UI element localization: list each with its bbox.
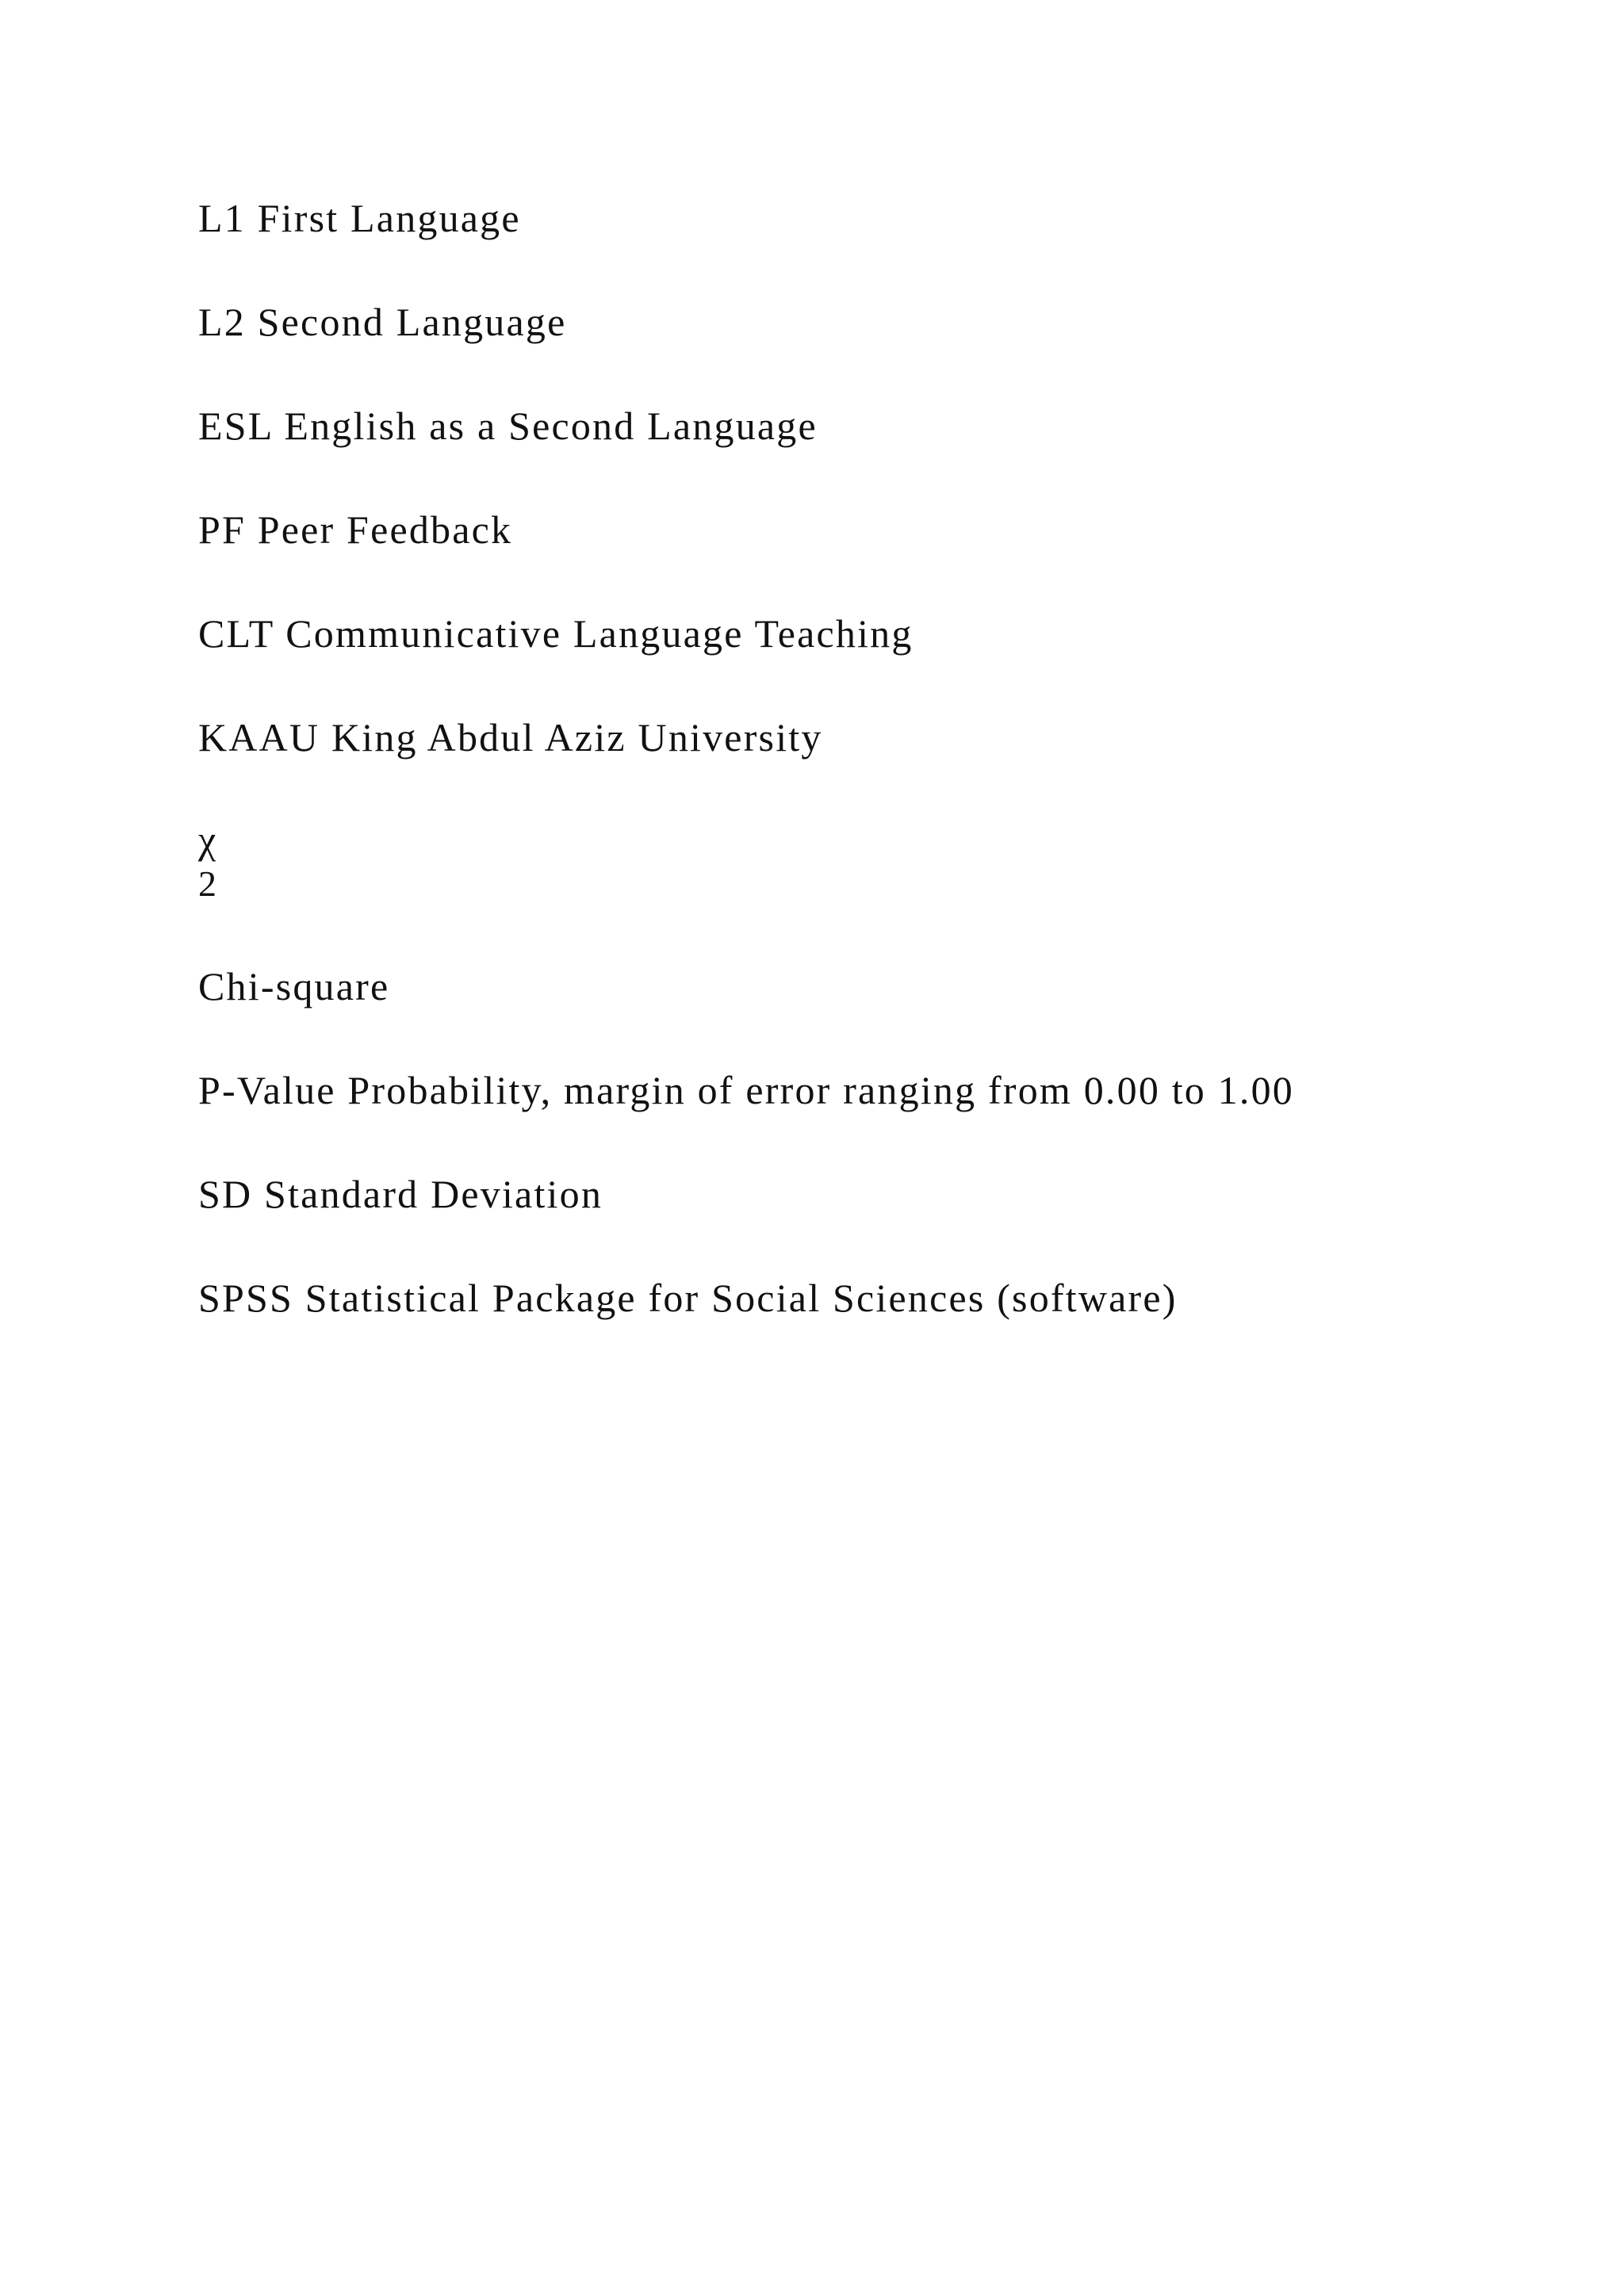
abbreviation-entry: [198, 506, 1546, 553]
abbreviation-definition: Statistical Package for Social Sciences (software): [304, 1276, 1178, 1320]
abbreviation-term: PF: [198, 507, 247, 552]
abbreviation-term: KAAU: [198, 715, 320, 760]
abbreviation-entry: [198, 714, 1546, 761]
abbreviation-definition: English as a Second Language: [284, 404, 818, 448]
abbreviation-entry: [198, 1066, 1546, 1114]
abbreviation-definition: Probability, margin of error ranging from 0.00 to 1.00: [347, 1068, 1295, 1112]
abbreviation-entry: [198, 402, 1546, 450]
abbreviation-entry: [198, 1274, 1546, 1322]
chi-symbol: χ: [198, 817, 216, 862]
abbreviation-definition: King Abdul Aziz University: [331, 715, 823, 760]
chi-square-definition: Chi-square: [198, 964, 390, 1008]
abbreviation-term: ESL: [198, 404, 273, 448]
chi-square-symbol: [198, 817, 1546, 906]
chi-exponent: 2: [198, 863, 216, 904]
abbreviation-definition: Peer Feedback: [257, 507, 513, 552]
abbreviation-definition: Communicative Language Teaching: [285, 611, 914, 656]
abbreviation-definition: Second Language: [257, 300, 567, 344]
abbreviation-entry: [198, 1170, 1546, 1218]
abbreviation-term: SPSS: [198, 1276, 294, 1320]
abbreviation-term: L2: [198, 300, 246, 344]
abbreviations-list: [198, 194, 1546, 1378]
abbreviation-entry: [198, 298, 1546, 346]
abbreviation-term: P-Value: [198, 1068, 336, 1112]
abbreviation-entry: [198, 610, 1546, 657]
abbreviation-definition: Standard Deviation: [264, 1172, 603, 1216]
abbreviation-definition: First Language: [257, 196, 521, 240]
abbreviation-term: L1: [198, 196, 246, 240]
abbreviation-term: SD: [198, 1172, 253, 1216]
abbreviation-entry: [198, 194, 1546, 242]
abbreviation-term: CLT: [198, 611, 274, 656]
